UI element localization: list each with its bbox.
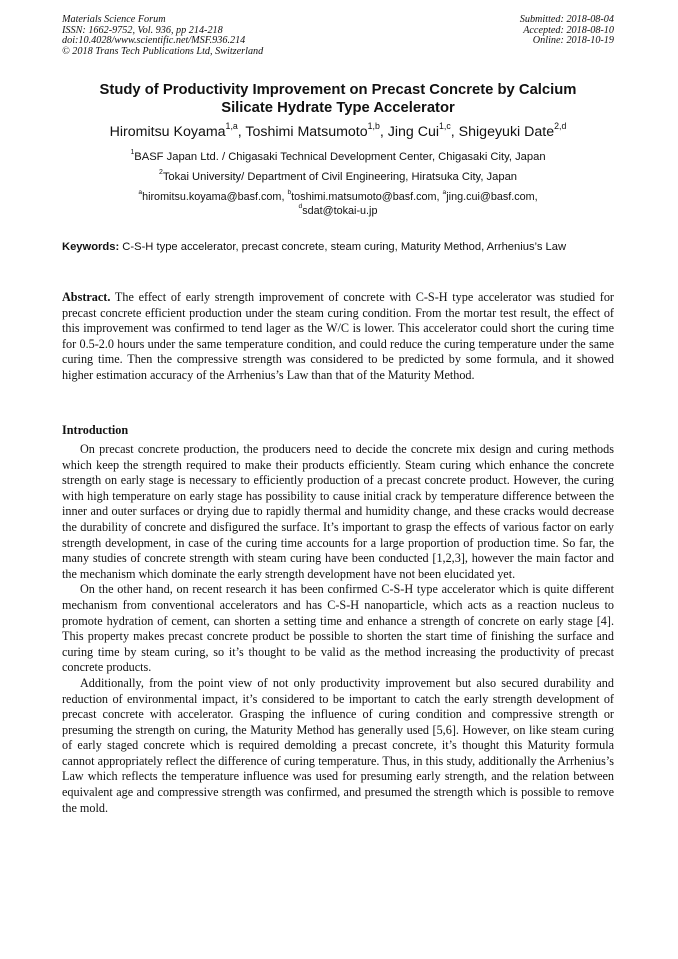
journal-header <box>62 15 263 57</box>
paper-title <box>62 81 614 117</box>
author: Hiromitsu Koyama$^{1,a}$, <box>109 120 246 140</box>
author: Shigeyuki Date$^{2,d}$ <box>458 120 567 140</box>
author: Jing Cui$^{1,c}$, <box>387 120 459 140</box>
email-link[interactable]: $^b$toshimi.matsumoto@basf.com <box>287 189 437 203</box>
abstract <box>62 290 614 384</box>
abstract-label: Abstract. <box>62 290 111 304</box>
online-date: Online: 2018-10-19 <box>532 35 614 47</box>
paragraph: Additionally, from the point view of not only productivity improvement but also secured durability and reduction of environmental impact, it’s considered to be important to catch the early strength development of precast concrete with accelerator. Grasping the influence of curing condition and compressive strength or presuming the strength on curing, the Maturity Method has generally used [5,6]. However, on like steam curing of early staged concrete which is required demolding a precast concrete, it’s thought this Maturity formula cannot appropriately reflect the difference of curing temperature. Thus, in this study, additionally the Arrhenius’s Law which reflects the temperature influence was used for presuming early strength, and the relation between equivalent age and compressive strength was confirmed, and presumed the strength which is possible to remove the mold. <box>62 675 614 815</box>
author: Toshimi Matsumoto$^{1,b}$, <box>245 120 388 140</box>
email-link[interactable]: $^a$jing.cui@basf.com <box>442 189 535 203</box>
issn-line: ISSN: 1662-9752, Vol. 936, pp 214-218 <box>62 24 223 36</box>
paragraph: On the other hand, on recent research it has been confirmed C-S-H type accelerator which is quite different mechanism from conventional accelerators and has C-S-H nanoparticle, which acts as a reaction nucleus to promote hydration of cement, can shorten a setting time and enhance a strength of concrete on early stage [4]. This property makes precast concrete product be possible to shorten the start time of finishing the surface and curing time by steam curing, so it’s thought to be valid as the method increasing the productivity of precast concrete products. <box>62 582 614 675</box>
dates-header <box>520 15 614 47</box>
title-line-2: Silicate Hydrate Type Accelerator <box>221 100 455 116</box>
email-link[interactable]: $^a$hiromitsu.koyama@basf.com <box>138 189 282 203</box>
keywords-label: Keywords: <box>62 241 120 253</box>
journal-name: Materials Science Forum <box>62 14 166 25</box>
title-line-1: Study of Productivity Improvement on Precast Concrete by Calcium <box>99 82 577 98</box>
email-link[interactable]: $^d$sdat@tokai-u.jp <box>298 203 378 217</box>
author-list <box>62 120 614 141</box>
abstract-text: The effect of early strength improvement of concrete with C-S-H type accelerator was studied for precast concrete efficient production under the steam curing condition. From the mortar test result, the effect of this improvement was confirmed to tend lager as the W/C is lower. This accelerator could short the curing time for 0.5-2.0 hours under the same temperature condition, and could reduce the curing temperature under the same curing time. Then the compressive strength was considered to be predicted by some formula, and it showed higher estimation accuracy of the Arrhenius’s Law than that of the Maturity Method. <box>62 290 614 382</box>
affiliation-2: $^2$Tokai University/ Department of Civil Engineering, Hiratsuka City, Japan <box>158 169 518 183</box>
keywords-text: C-S-H type accelerator, precast concrete, steam curing, Maturity Method, Arrhenius’s Law <box>119 241 567 253</box>
keywords <box>62 240 614 255</box>
affiliation-1: $^1$BASF Japan Ltd. / Chigasaki Technical Development Center, Chigasaki City, Japan <box>130 149 546 163</box>
doi-line: doi:10.4028/www.scientific.net/MSF.936.214 <box>62 35 246 47</box>
introduction-body <box>62 442 614 816</box>
submitted-date: Submitted: 2018-08-04 <box>519 14 614 25</box>
section-heading-introduction: Introduction <box>62 423 129 437</box>
paragraph: On precast concrete production, the producers need to decide the concrete mix design and curing methods which keep the strength required to make their products efficiently. Steam curing which enhance the concrete strength on early stage is necessary to efficiently production of a precast concrete product. However, the curing with high temperature on early stage has possibility to cause initial crack by temperature difference between the inner and outer surfaces or drying due to rapidly thermal and humidity change, and these cracks would decrease the durability of concrete and disfigured the surface. It’s important to grasp the effects of various factor on early strength development, in case of the curing time accounts for a large proportion of production time. So far, the many studies of concrete strength with steam curing have been conducted [1,2,3], however the main factor and the mechanism which dominate the early strength development have not been elucidated yet. <box>62 442 614 581</box>
accepted-date: Accepted: 2018-08-10 <box>523 24 614 36</box>
email-list: $^a$hiromitsu.koyama@basf.com, $^b$toshimi.matsumoto@basf.com, $^a$jing.cui@basf.com, $^d$sdat@tokai-u.jp <box>138 189 538 217</box>
copyright-line: © 2018 Trans Tech Publications Ltd, Switzerland <box>62 45 264 57</box>
